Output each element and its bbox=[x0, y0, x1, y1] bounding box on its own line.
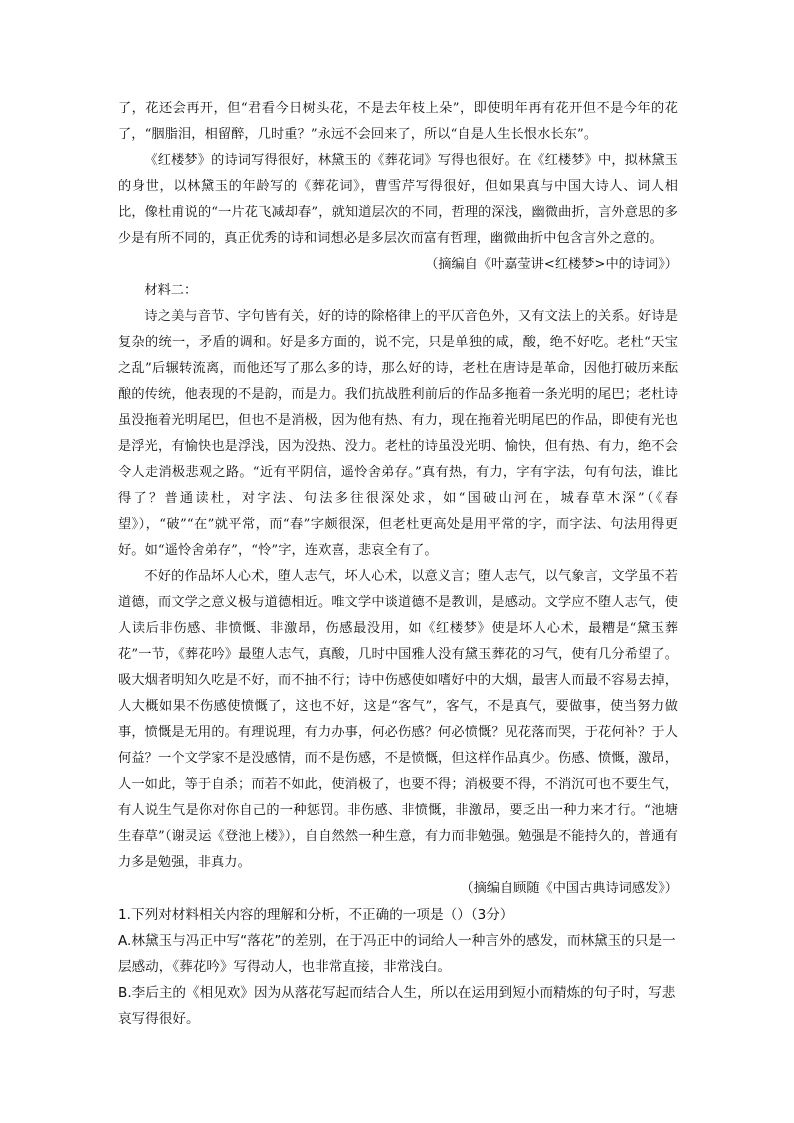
material1-source: （摘编自《叶嘉莹讲<红楼梦>中的诗词》） bbox=[425, 257, 678, 272]
material1-paragraph-continued: 了，花还会再开，但“君看今日树头花，不是去年枝上朵”，即使明年再有花开但不是今年的花了，“胭脂泪，相留醉，几时重？”永远不会回来了，所以“自是人生长恨水长东”。 bbox=[118, 101, 678, 142]
question1-option-b: B.李后主的《相见欢》因为从落花写起而结合人生，所以在运用到短小而精炼的句子时，写悲哀写得很好。 bbox=[118, 985, 676, 1027]
material1-paragraph-honglou: 《红楼梦》的诗词写得很好，林黛玉的《葬花词》写得也很好。在《红楼梦》中，拟林黛玉的身世，以林黛玉的年龄写的《葬花词》，曹雪芹写得很好，但如果真与中国大诗人、词人相比，像杜甫说的“一片花飞减却春”，就知道层次的不同，哲理的深浅，幽微曲折，言外意思的多少是有所不同的，真正优秀的诗和词想必是多层次而富有哲理，幽微曲折中包含言外之意的。 bbox=[118, 153, 678, 246]
material2-label: 材料二： bbox=[144, 283, 198, 298]
material2-source: （摘编自顾随《中国古典诗词感发》） bbox=[460, 881, 678, 896]
material2-paragraph-1: 诗之美与音节、字句皆有关，好的诗的除格律上的平仄音色外，又有文法上的关系。好诗是复杂的统一，矛盾的调和。好是多方面的，说不完，只是单独的咸，酸，绝不好吃。老杜“天宝之乱”后辗转流离，而他还写了那么多的诗，那么好的诗，老杜在唐诗是革命，因他打破历来酝酿的传统，他表现的不是韵，而是力。我们抗战胜利前后的作品多拖着一条光明的尾巴；老杜诗虽没拖着光明尾巴，但也不是消极，因为他有热、有力，现在拖着光明尾巴的作品，即使有光也是浮光，有愉快也是浮浅，因为没热、没力。老杜的诗虽没光明、愉快，但有热、有力，绝不会令人走消极悲观之路。“近有平阴信，遥怜舍弟存。”真有热，有力，字有字法，句有句法，谁比得了？普通读杜，对字法、句法多往很深处求，如“国破山河在，城春草木深”（《春望》），“破”“在”就平常，而“春”字颇很深，但老杜更高处是用平常的字，而字法、句法用得更好。如“遥怜舍弟存”，“怜”字，连欢喜，悲哀全有了。 bbox=[118, 309, 678, 558]
question1-stem: 1.下列对材料相关内容的理解和分析，不正确的一项是（）（3分） bbox=[118, 907, 514, 923]
material2-paragraph-2: 不好的作品坏人心术，堕人志气，坏人心术，以意义言；堕人志气，以气象言，文学虽不若道德，而文学之意义极与道德相近。唯文学中谈道德不是教训，是感动。文学应不堕人志气，使人读后非伤感、非愤慨、非激昂，伤感最没用，如《红楼梦》使是坏人心术，最糟是“黛玉葬花”一节，《葬花吟》最堕人志气，真酸，几时中国雅人没有黛玉葬花的习气，使有几分希望了。吸大烟者明知久吃是不好，而不抽不行；诗中伤感使如嗜好中的大烟，最害人而最不容易去掉，人大概如果不伤感使愤慨了，这也不好，这是“客气”，客气，不是真气，要做事，使当努力做事，愤慨是无用的。有理说理，有力办事，何必伤感？何必愤慨？见花落而哭，于花何补？于人何益？一个文学家不是没感情，而不是伤感，不是愤慨，但这样作品真少。伤感、愤慨，激昂，人一如此，等于自杀；而若不如此，使消极了，也要不得；消极要不得，不消沉可也不要生气，有人说生气是你对你自己的一种惩罚。非伤感、非愤慨，非激昂，要乏出一种力来才行。“池塘生春草”（谢灵运《登池上楼》），自自然然一种生意，有力而非勉强。勉强是不能持久的，普通有力多是勉强，非真力。 bbox=[118, 569, 678, 870]
document-page bbox=[118, 96, 678, 1032]
question1-option-a: A.林黛玉与冯正中写“落花”的差别，在于冯正中的词给人一种言外的感发，而林黛玉的只是一层感动，《葬花吟》写得动人，也非常直接，非常浅白。 bbox=[118, 933, 676, 975]
